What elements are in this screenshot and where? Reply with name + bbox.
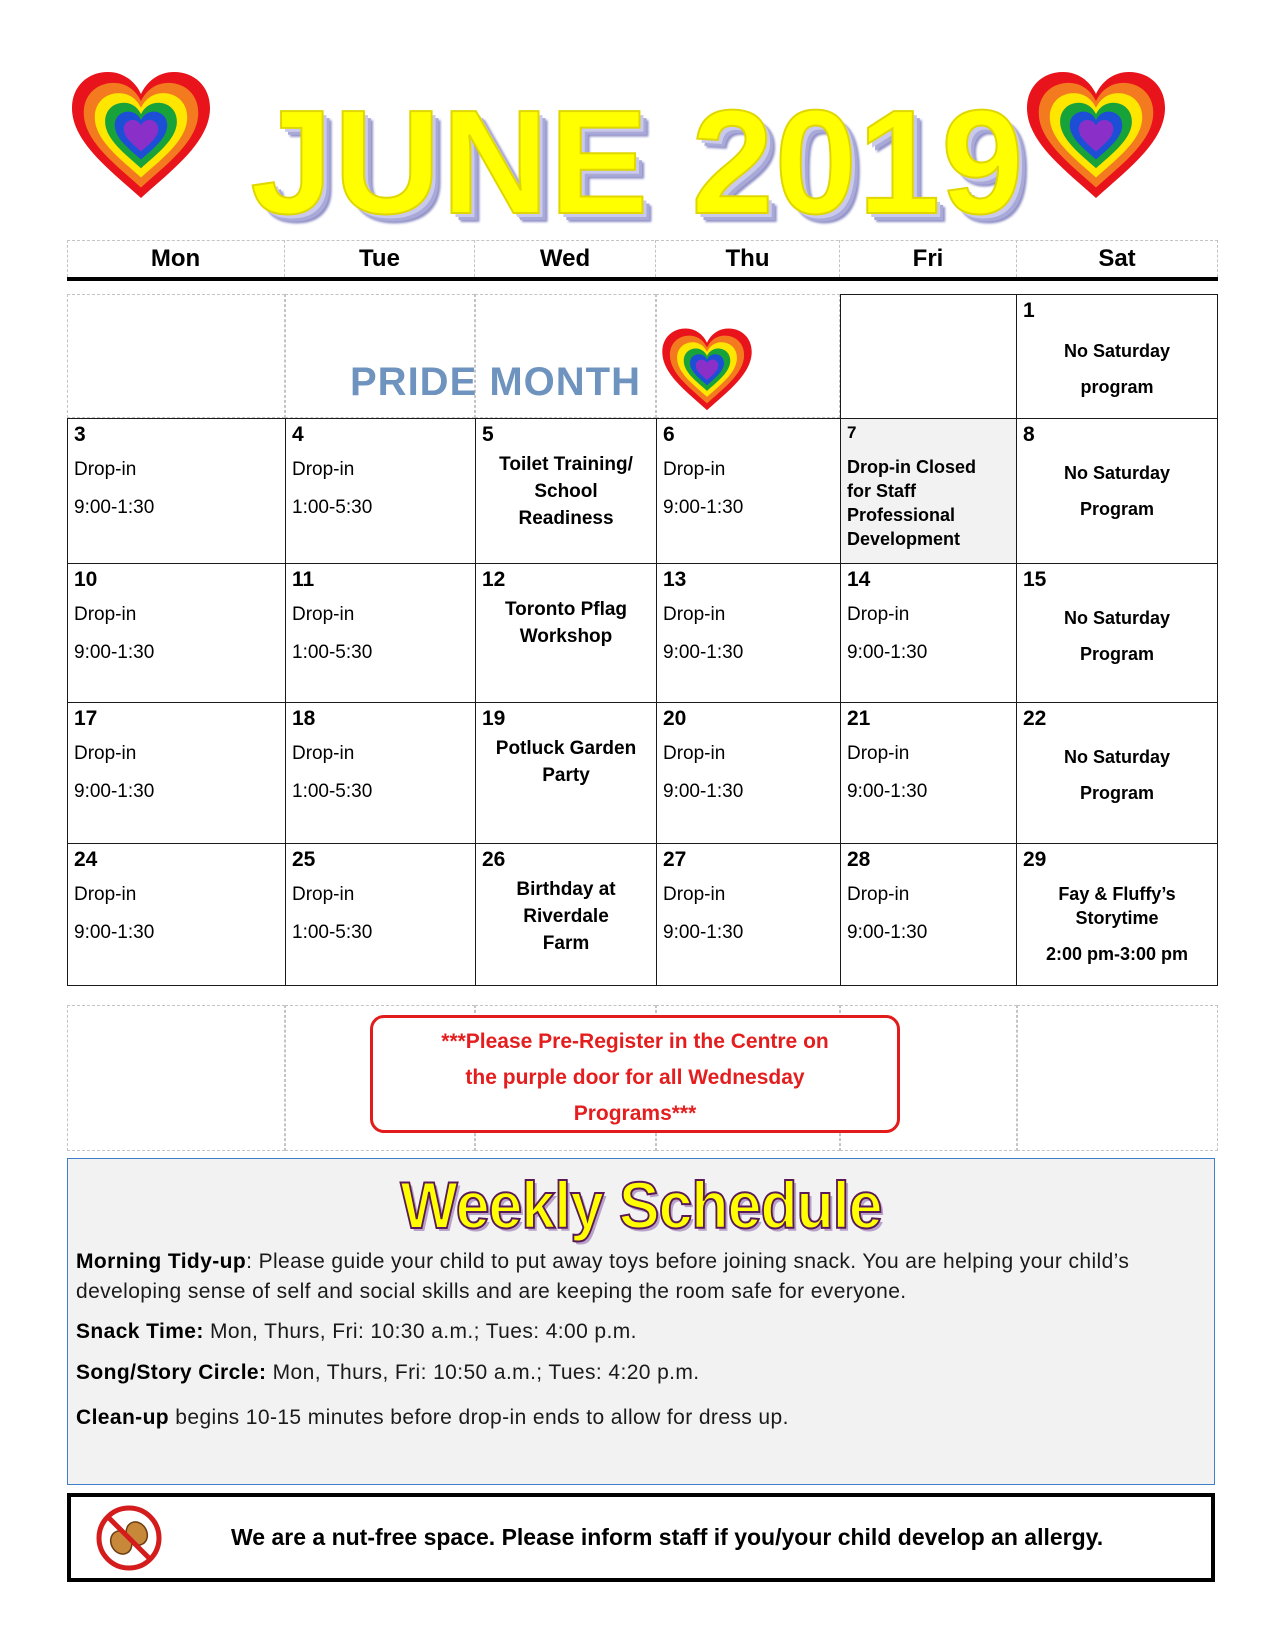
schedule-text: begins 10-15 minutes before drop-in ends to allow for dress up. [169, 1406, 789, 1429]
event-line: Potluck Garden [495, 738, 637, 759]
day-number: 4 [292, 423, 304, 446]
schedule-item [76, 1358, 1194, 1388]
page-title: JUNE 2019 [250, 80, 1025, 245]
day-number: 20 [663, 707, 687, 730]
event-line: Birthday at [516, 879, 616, 900]
day-number: 8 [1023, 423, 1035, 446]
calendar-day [285, 418, 476, 565]
dropin-time: 9:00-1:30 [663, 497, 744, 518]
calendar-day [475, 563, 657, 704]
dropin-label: Drop-in [663, 884, 726, 905]
dropin-time: 9:00-1:30 [74, 781, 155, 802]
nut-free-banner [67, 1493, 1215, 1582]
day-header-tue: Tue [285, 240, 475, 277]
schedule-item [76, 1317, 1194, 1347]
dropin-time: 9:00-1:30 [847, 642, 928, 663]
calendar-day [1016, 294, 1218, 419]
pride-month-label: PRIDE MONTH [350, 360, 641, 404]
day-number: 25 [292, 848, 316, 871]
calendar-day [475, 843, 657, 986]
day-number: 12 [482, 568, 506, 591]
dropin-label: Drop-in [663, 604, 726, 625]
event-line: Development [847, 529, 961, 549]
schedule-text: Mon, Thurs, Fri: 10:50 a.m.; Tues: 4:20 p.m. [266, 1361, 700, 1384]
day-header-fri: Fri [840, 240, 1017, 277]
dropin-time: 9:00-1:30 [663, 781, 744, 802]
dropin-label: Drop-in [292, 459, 355, 480]
day-note: No Saturday [1063, 341, 1171, 361]
dropin-label: Drop-in [847, 743, 910, 764]
header-rule [67, 277, 1218, 281]
day-number: 13 [663, 568, 687, 591]
day-note: No Saturday [1063, 747, 1171, 767]
day-number: 5 [482, 423, 494, 446]
day-number: 6 [663, 423, 675, 446]
dropin-label: Drop-in [292, 743, 355, 764]
dropin-label: Drop-in [847, 604, 910, 625]
day-number: 7 [847, 423, 857, 442]
weekly-schedule-title: Weekly Schedule [400, 1168, 882, 1242]
calendar-day [285, 702, 476, 845]
dropin-label: Drop-in [74, 884, 137, 905]
dropin-label: Drop-in [74, 459, 137, 480]
day-note: No Saturday [1063, 608, 1171, 628]
day-number: 1 [1023, 299, 1035, 322]
event-line: School [534, 481, 598, 502]
day-number: 14 [847, 568, 871, 591]
event-line: Readiness [518, 508, 614, 529]
day-number: 28 [847, 848, 871, 871]
day-number: 3 [74, 423, 86, 446]
calendar-day [1016, 563, 1218, 704]
day-header-sat: Sat [1017, 240, 1218, 277]
schedule-label: Morning Tidy-up [76, 1250, 247, 1273]
dropin-time: 9:00-1:30 [74, 922, 155, 943]
calendar-day [67, 418, 286, 565]
day-number: 11 [292, 568, 315, 591]
calendar-day [1016, 418, 1218, 565]
schedule-item [76, 1247, 1194, 1307]
day-number: 15 [1023, 568, 1047, 591]
dropin-label: Drop-in [74, 743, 137, 764]
day-note: program [1080, 377, 1154, 397]
calendar-day [656, 563, 841, 704]
weekly-schedule [67, 1158, 1215, 1485]
dropin-label: Drop-in [847, 884, 910, 905]
calendar-day [656, 702, 841, 845]
day-note: Program [1079, 783, 1155, 803]
day-header-mon: Mon [67, 240, 285, 277]
calendar-day [475, 702, 657, 845]
event-line: Storytime [1075, 908, 1159, 928]
calendar-day [1016, 843, 1218, 986]
calendar-day [840, 418, 1017, 565]
dropin-label: Drop-in [663, 459, 726, 480]
empty-cell [67, 1005, 285, 1151]
event-line: Toronto Pflag [504, 599, 628, 620]
calendar-day [67, 563, 286, 704]
dropin-time: 9:00-1:30 [74, 642, 155, 663]
calendar-day [1016, 702, 1218, 845]
calendar-day [67, 702, 286, 845]
event-line: Toilet Training/ [499, 454, 633, 475]
calendar-day [656, 418, 841, 565]
event-line: Drop-in Closed [847, 457, 976, 477]
day-note: Program [1079, 499, 1155, 519]
dropin-time: 9:00-1:30 [74, 497, 155, 518]
dropin-label: Drop-in [292, 604, 355, 625]
schedule-label: Snack Time: [76, 1320, 204, 1343]
nut-free-text: We are a nut-free space. Please inform staff if you/your child develop an allergy. [231, 1524, 1104, 1550]
schedule-text: Mon, Thurs, Fri: 10:30 a.m.; Tues: 4:00 p.m. [203, 1320, 637, 1343]
dropin-time: 9:00-1:30 [847, 781, 928, 802]
dropin-time: 1:00-5:30 [292, 781, 373, 802]
day-number: 17 [74, 707, 98, 730]
empty-cell [1017, 1005, 1218, 1151]
day-number: 29 [1023, 848, 1047, 871]
day-header-wed: Wed [475, 240, 656, 277]
schedule-label: Clean-up [76, 1406, 170, 1429]
event-line: Workshop [519, 626, 613, 647]
day-number: 21 [847, 707, 871, 730]
pre-register-notice [370, 1015, 900, 1133]
calendar-day [840, 843, 1017, 986]
dropin-label: Drop-in [74, 604, 137, 625]
dropin-label: Drop-in [292, 884, 355, 905]
dropin-time: 9:00-1:30 [847, 922, 928, 943]
dropin-time: 1:00-5:30 [292, 497, 373, 518]
day-number: 18 [292, 707, 316, 730]
dropin-time: 1:00-5:30 [292, 642, 373, 663]
day-number: 10 [74, 568, 98, 591]
rainbow-heart-icon [661, 327, 753, 413]
calendar-day [840, 702, 1017, 845]
no-peanuts-icon [95, 1504, 163, 1572]
day-number: 27 [663, 848, 687, 871]
schedule-text: : Please guide your child to put away toys before joining snack. You are helping your child’s developing sense of self and social skills and are keeping the room safe for everyone. [76, 1250, 1130, 1303]
notice-line: the purple door for all Wednesday [465, 1066, 805, 1089]
event-line: for Staff [847, 481, 916, 501]
schedule-item [76, 1403, 1194, 1433]
day-note: No Saturday [1063, 463, 1171, 483]
calendar-day [656, 843, 841, 986]
calendar-day [285, 563, 476, 704]
event-line: Professional [847, 505, 956, 525]
event-line: Farm [542, 933, 590, 954]
notice-line: Programs*** [573, 1102, 697, 1125]
calendar-day [840, 563, 1017, 704]
notice-line: ***Please Pre-Register in the Centre on [441, 1030, 829, 1053]
event-time: 2:00 pm-3:00 pm [1045, 944, 1189, 964]
day-number: 26 [482, 848, 506, 871]
calendar-day [285, 843, 476, 986]
day-number: 24 [74, 848, 98, 871]
dropin-time: 1:00-5:30 [292, 922, 373, 943]
day-header-thu: Thu [656, 240, 840, 277]
day-note: Program [1079, 644, 1155, 664]
calendar-day [67, 843, 286, 986]
dropin-time: 9:00-1:30 [663, 922, 744, 943]
schedule-label: Song/Story Circle: [76, 1361, 267, 1384]
dropin-label: Drop-in [663, 743, 726, 764]
event-line: Riverdale [523, 906, 609, 927]
event-line: Fay & Fluffy’s [1058, 884, 1176, 904]
empty-cell [840, 294, 1018, 419]
empty-cell [67, 294, 285, 418]
dropin-time: 9:00-1:30 [663, 642, 744, 663]
day-number: 19 [482, 707, 506, 730]
event-line: Party [542, 765, 590, 786]
day-number: 22 [1023, 707, 1047, 730]
calendar-day [475, 418, 657, 565]
